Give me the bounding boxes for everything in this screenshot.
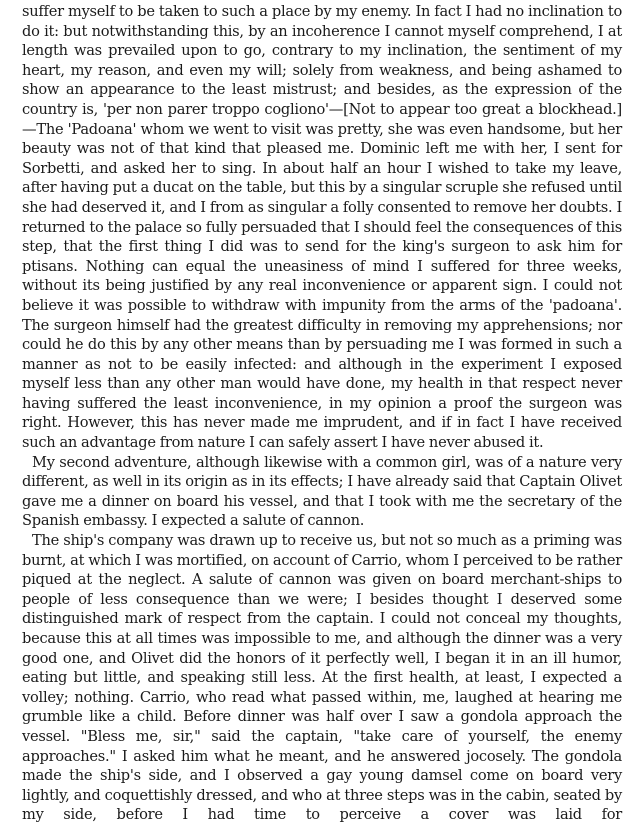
paragraph-ship-dinner: The ship's company was drawn up to receive us, but not so much as a priming was burnt, at which I was mortified, on account of Carrio, whom I perceived to be rather piqued at the neglect. A salute of cannon was given on board merchant-ships to people of less consequence than we were; I besides thought I deserved some distinguished mark of respect from the captain. I could not conceal my thoughts, because this at all times was impossible to me, and although the dinner was a very good one, and Olivet did the honors of it perfectly well, I began it in an ill humor, eating but little, and speaking still less. At the first health, at least, I expected a volley; nothing. Carrio, who read what passed within, me, laughed at hearing me grumble like a child. Before dinner was half over I saw a gondola approach the vessel. "Bless me, sir," said the captain, "take care of yourself, the enemy approaches." I asked him what he meant, and he answered jocosely. The gondola made the ship's side, and I observed a gay young damsel come on board very lightly, and coquettishly dressed, and who at three steps was in the cabin, seated by my side, before I had time to perceive a cover was laid for (22, 532, 622, 824)
paragraph-second-adventure: My second adventure, although likewise with a common girl, was of a nature very different, as well in its origin as in its effects; I have already said that Captain Olivet gave me a dinner on board his vessel, and that I took with me the secretary of the Spanish embassy. I expected a salute of cannon. (22, 453, 622, 530)
paragraph-padoana-visit: suffer myself to be taken to such a place by my enemy. In fact I had no inclination to do it: but notwithstanding this, by an incoherence I cannot myself comprehend, I at length was prevailed upon to go, contrary to my inclination, the sentiment of my heart, my reason, and even my will; solely from weakness, and being ashamed to show an appearance to the least mistrust; and besides, as the expression of the country is, 'per non parer troppo cogliono'—[Not to appear too great a blockhead.]—The 'Padoana' whom we went to visit was pretty, she was even handsome, but her beauty was not of that kind that pleased me. Dominic left me with her, I sent for Sorbetti, and asked her to sing. In about half an hour I wished to take my leave, after having put a ducat on the table, but this by a singular scruple she refused until she had deserved it, and I from as singular a folly consented to remove her doubts. I returned to the palace so fully persuaded that I should feel the consequences of this step, that the first thing I did was to send for the king's surgeon to ask him for ptisans. Nothing can equal the uneasiness of mind I suffered for three weeks, without its being justified by any real inconvenience or apparent sign. I could not believe it was possible to withdraw with impunity from the arms of the 'padoana'. The surgeon himself had the greatest difficulty in removing my apprehensions; nor could he do this by any other means than by persuading me I was formed in such a manner as not to be easily infected: and although in the experiment I exposed myself less than any other man would have done, my health in that respect never having suffered the least inconvenience, in my opinion a proof the surgeon was right. However, this has never made me imprudent, and if in fact I have received such an advantage from nature I can safely assert I have never abused it. (22, 3, 622, 452)
